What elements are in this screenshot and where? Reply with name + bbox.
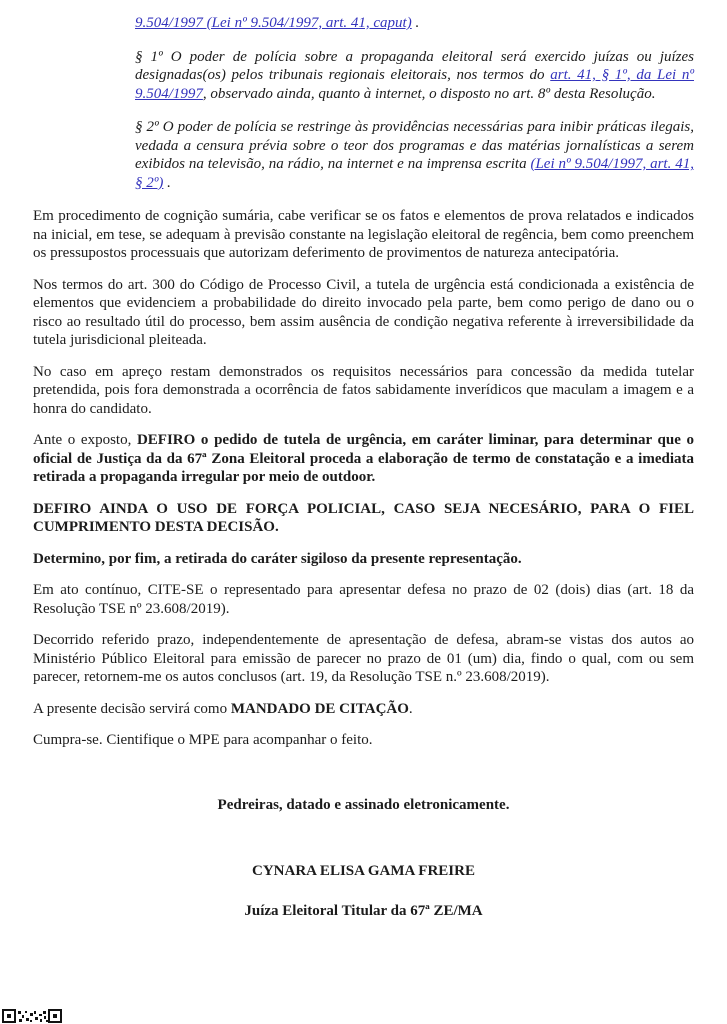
paragraph-caso-apreco: No caso em apreço restam demonstrados os requisitos necessários para concessão da medida tutelar pretendida, pois fora demonstrada a ocorrência de fatos sabidamente inverídicos que maculam a imagem e a honra do candidato. [33,363,694,417]
paragraph-cite-se: Em ato contínuo, CITE-SE o representado para apresentar defesa no prazo de 02 (dois) dias (art. 18 da Resolução TSE nº 23.608/2019). [33,582,694,617]
document-content [33,14,694,933]
link-lei-9504-art41-caput[interactable]: 9.504/1997 (Lei nº 9.504/1997, art. 41, caput) [135,15,412,31]
qr-code-icon [2,1009,62,1024]
text-run: Ante o exposto, [33,432,137,448]
signature-place-line: Pedreiras, datado e assinado eletronicamente. [217,796,510,813]
link-lei-9504-art41-par2[interactable]: (Lei nº 9.504/1997, art. 41, § 2º) [135,156,694,191]
paragraph-retirada-sigilo: Determino, por fim, a retirada do caráter sigiloso da presente representação. [33,550,522,567]
paragraph-cognicao-sumaria: Em procedimento de cognição sumária, cabe verificar se os fatos e elementos de prova relatados e indicados na inicial, em tese, se adequam à previsão constante na legislação eleitoral de regência, bem como preenchem os pressupostos processuais que autorizam deferimento de provimentos de natureza antecipatória. [33,208,694,261]
text-run: A presente decisão servirá como [33,700,231,717]
signature-judge-name: CYNARA ELISA GAMA FREIRE [252,863,475,879]
text-run-bold: DEFIRO o pedido de tutela de urgência, em caráter liminar, para determinar que o oficial de Justiça da da 67ª Zona Eleitoral proceda a elaboração de termo de constatação e a imediata retirada a propaganda irregular por meio de outdoor. [33,432,694,485]
text-run: § 1º O poder de polícia sobre a propaganda eleitoral será exercido juízas ou juízes designadas(os) pelos tribunais regionais eleitorais, nos termos do [135,48,694,83]
quoted-resolution-block [135,14,694,192]
text-run: . [163,174,171,191]
text-run: , observado ainda, quanto à internet, o disposto no art. 8º desta Resolução. [202,85,656,102]
signature-judge-role: Juíza Eleitoral Titular da 67ª ZE/MA [244,902,483,919]
paragraph-paragrafo-2 [135,118,694,192]
text-run: § 2º O poder de polícia se restringe às providências necessárias para inibir práticas ilegais, vedada a censura prévia sobre o teor dos programas e das matérias jornalísticas a serem exibidos na televisão, na rádio, na internet e na imprensa escrita [135,119,694,172]
paragraph-lei-caput [135,14,694,33]
paragraph-prazo-mpe: Decorrido referido prazo, independentemente de apresentação de defesa, abram-se vistas dos autos ao Ministério Público Eleitoral para emissão de parecer no prazo de 01 (um) dia, findo o qual, com ou sem parecer, retornem-me os autos conclusos (art. 19, da Resolução TSE n.º 23.608/2019). [33,632,694,685]
text-run-bold: MANDADO DE CITAÇÃO [230,700,409,717]
paragraph-art-300-cpc: Nos termos do art. 300 do Código de Processo Civil, a tutela de urgência está condicionada a existência de elementos que evidenciem a probabilidade do direito invocado pela parte, bem como perigo de dano ou o risco ao resultado útil do processo, bem assim ausência de condição negativa referente à irreversibilidade da tutela jurisdicional pleiteada. [33,276,694,348]
paragraph-paragrafo-1 [135,48,694,104]
paragraph-cumpra-se: Cumpra-se. Cientifique o MPE para acompanhar o feito. [33,732,373,748]
text-run: . [408,700,413,717]
link-art41-par1-lei-9504[interactable]: art. 41, § 1º, da Lei nº 9.504/1997 [135,67,694,102]
text-run: . [411,15,420,31]
paragraph-mandado-citacao [33,700,694,719]
paragraph-defiro-tutela [33,431,694,487]
paragraph-forca-policial: DEFIRO AINDA O USO DE FORÇA POLICIAL, CASO SEJA NECESÁRIO, PARA O FIEL CUMPRIMENTO DESTA DECISÃO. [33,500,694,535]
